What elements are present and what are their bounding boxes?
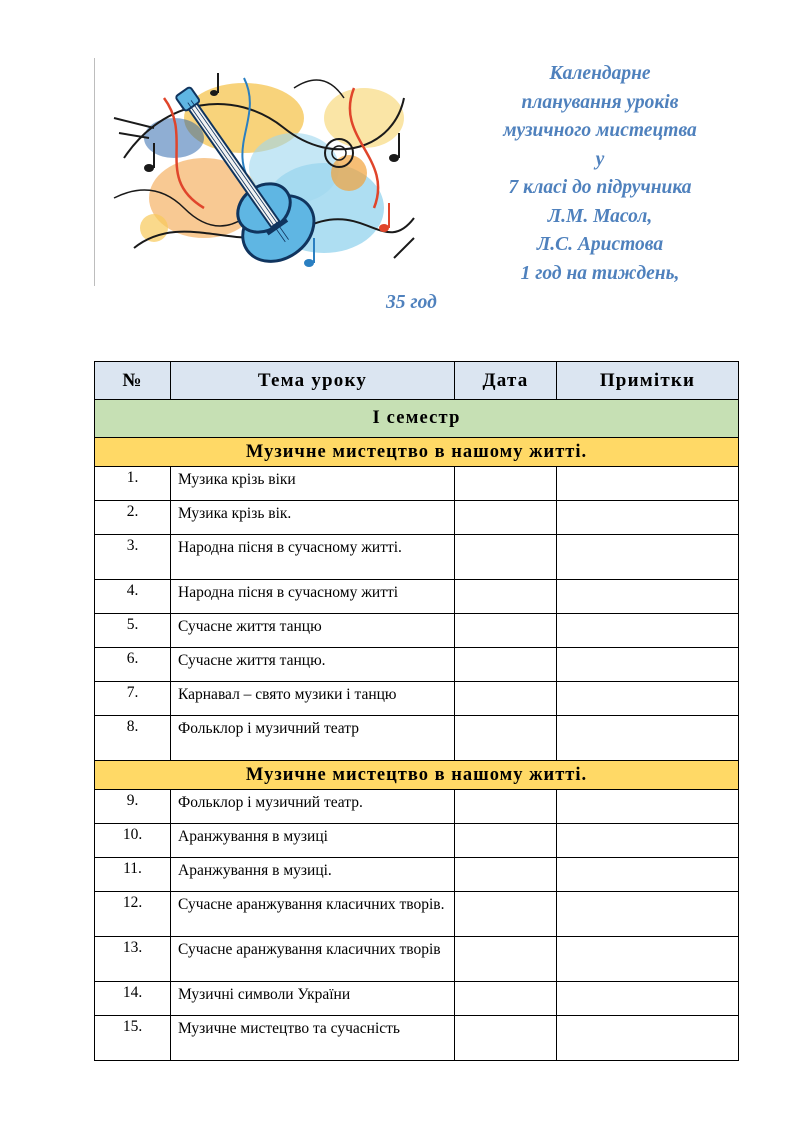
row-topic: Фольклор і музичний театр. <box>171 790 455 824</box>
table-row <box>95 682 739 716</box>
table-row <box>95 467 739 501</box>
title-line: музичного мистецтва <box>503 120 697 141</box>
row-notes[interactable] <box>557 824 739 858</box>
row-topic: Сучасне життя танцю <box>171 614 455 648</box>
guitar-music-illustration-icon <box>94 58 430 286</box>
row-date[interactable] <box>455 982 557 1016</box>
row-date[interactable] <box>455 858 557 892</box>
row-notes[interactable] <box>557 858 739 892</box>
section-label: Музичне мистецтво в нашому житті. <box>95 438 739 467</box>
semester-row <box>95 400 739 438</box>
row-notes[interactable] <box>557 892 739 937</box>
row-topic: Аранжування в музиці <box>171 824 455 858</box>
section-row <box>95 438 739 467</box>
row-date[interactable] <box>455 892 557 937</box>
row-date[interactable] <box>455 648 557 682</box>
section-label: Музичне мистецтво в нашому житті. <box>95 761 739 790</box>
table-row <box>95 824 739 858</box>
row-notes[interactable] <box>557 467 739 501</box>
row-num: 3. <box>95 535 171 580</box>
row-notes[interactable] <box>557 937 739 982</box>
table-row <box>95 614 739 648</box>
title-line: Календарне <box>549 63 651 84</box>
table-row <box>95 937 739 982</box>
row-topic: Музика крізь віки <box>171 467 455 501</box>
row-date[interactable] <box>455 682 557 716</box>
row-topic: Музичні символи України <box>171 982 455 1016</box>
row-num: 11. <box>95 858 171 892</box>
row-num: 12. <box>95 892 171 937</box>
row-date[interactable] <box>455 824 557 858</box>
row-date[interactable] <box>455 716 557 761</box>
hours-total: 35 год <box>386 292 437 313</box>
row-date[interactable] <box>455 467 557 501</box>
title-line: планування уроків <box>521 91 679 113</box>
row-notes[interactable] <box>557 790 739 824</box>
row-date[interactable] <box>455 790 557 824</box>
document-title <box>470 60 730 288</box>
row-notes[interactable] <box>557 982 739 1016</box>
row-num: 5. <box>95 614 171 648</box>
table-row <box>95 892 739 937</box>
row-notes[interactable] <box>557 614 739 648</box>
row-topic: Сучасне життя танцю. <box>171 648 455 682</box>
row-num: 6. <box>95 648 171 682</box>
table-header-row <box>95 362 739 400</box>
row-num: 14. <box>95 982 171 1016</box>
row-topic: Карнавал – свято музики і танцю <box>171 682 455 716</box>
header-num: № <box>95 362 171 400</box>
row-topic: Народна пісня в сучасному житті. <box>171 535 455 580</box>
row-notes[interactable] <box>557 580 739 614</box>
table-row <box>95 790 739 824</box>
row-notes[interactable] <box>557 682 739 716</box>
row-num: 10. <box>95 824 171 858</box>
lesson-plan-table <box>94 361 739 1061</box>
row-date[interactable] <box>455 1016 557 1061</box>
row-num: 1. <box>95 467 171 501</box>
row-num: 7. <box>95 682 171 716</box>
title-line: 7 класі до підручника <box>508 177 692 198</box>
row-notes[interactable] <box>557 501 739 535</box>
title-line: у <box>595 148 605 170</box>
row-topic: Музика крізь вік. <box>171 501 455 535</box>
row-num: 9. <box>95 790 171 824</box>
row-topic: Сучасне аранжування класичних творів <box>171 937 455 982</box>
title-line: Л.С. Аристова <box>536 234 664 255</box>
row-num: 15. <box>95 1016 171 1061</box>
row-notes[interactable] <box>557 648 739 682</box>
row-notes[interactable] <box>557 716 739 761</box>
row-date[interactable] <box>455 535 557 580</box>
table-row <box>95 1016 739 1061</box>
row-num: 13. <box>95 937 171 982</box>
table-row <box>95 648 739 682</box>
row-topic: Аранжування в музиці. <box>171 858 455 892</box>
table-row <box>95 716 739 761</box>
row-notes[interactable] <box>557 535 739 580</box>
row-notes[interactable] <box>557 1016 739 1061</box>
title-line: 1 год на тиждень, <box>520 262 680 284</box>
section-row <box>95 761 739 790</box>
row-date[interactable] <box>455 614 557 648</box>
row-date[interactable] <box>455 501 557 535</box>
row-topic: Музичне мистецтво та сучасність <box>171 1016 455 1061</box>
table-row <box>95 501 739 535</box>
row-topic: Фольклор і музичний театр <box>171 716 455 761</box>
table-row <box>95 535 739 580</box>
table-row <box>95 982 739 1016</box>
semester-label: I семестр <box>95 400 739 438</box>
row-num: 8. <box>95 716 171 761</box>
row-topic: Народна пісня в сучасному житті <box>171 580 455 614</box>
row-date[interactable] <box>455 580 557 614</box>
header-notes: Примітки <box>557 362 739 400</box>
header-date: Дата <box>455 362 557 400</box>
table-row <box>95 580 739 614</box>
header-topic: Тема уроку <box>171 362 455 400</box>
table-row <box>95 858 739 892</box>
row-date[interactable] <box>455 937 557 982</box>
row-topic: Сучасне аранжування класичних творів. <box>171 892 455 937</box>
title-line: Л.М. Масол, <box>547 205 653 227</box>
row-num: 4. <box>95 580 171 614</box>
row-num: 2. <box>95 501 171 535</box>
